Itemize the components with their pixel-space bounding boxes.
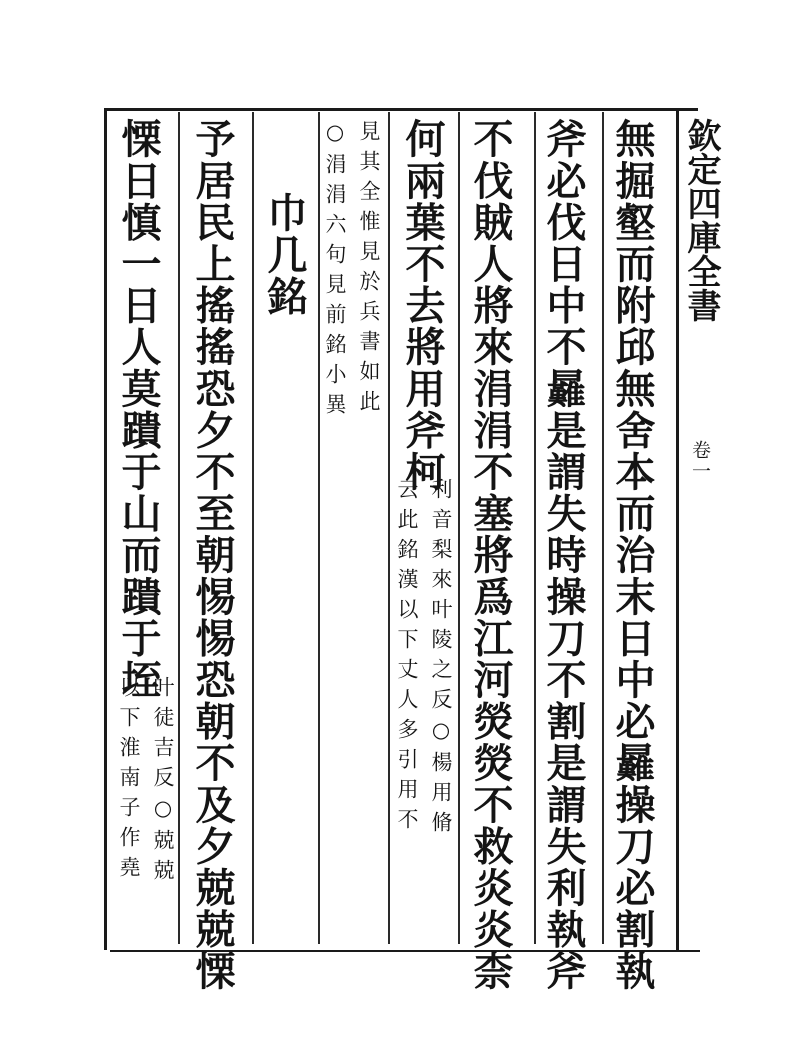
frame-left-rule <box>104 108 107 950</box>
column-divider <box>458 112 460 944</box>
margin-title: 欽定四庫全書 <box>681 118 721 322</box>
margin-volume: 卷一 <box>689 440 711 482</box>
annotation-column-8a: 叶徒吉反○兢兢 <box>151 676 175 889</box>
text-column-4: 何兩葉不去將用斧柯 <box>399 118 446 493</box>
column-divider <box>602 112 604 944</box>
column-divider <box>252 112 254 944</box>
inscription-title: 巾几銘 <box>261 192 308 317</box>
column-divider <box>318 112 320 944</box>
text-column-1: 無掘壑而附邱無舍本而治末日中必㬮操刀必割執 <box>609 118 656 992</box>
column-divider <box>178 112 180 944</box>
frame-top-rule <box>104 108 698 111</box>
annotation-column-5a: 見其全惟見於兵書如此 <box>357 120 381 420</box>
column-divider <box>534 112 536 944</box>
annotation-column-8b: 以下淮南子作堯 <box>117 676 141 886</box>
text-column-2: 斧必伐日中不㬮是謂失時操刀不割是謂失利執斧 <box>540 118 587 992</box>
annotation-column-4a: 利音梨來叶陵之反○楊用脩 <box>429 478 453 841</box>
column-divider <box>388 112 390 944</box>
annotation-column-5b: ○涓涓六句見前銘小異 <box>323 120 347 423</box>
frame-right-rule <box>676 108 679 950</box>
text-column-7: 予居民上搖搖恐夕不至朝惕惕恐朝不及夕兢兢慄 <box>189 118 236 992</box>
annotation-column-4b: 云此銘漢以下丈人多引用不 <box>395 478 419 838</box>
text-column-8: 慄日慎一日人莫蹪于山而蹪于垤 <box>115 118 162 701</box>
text-column-3: 不伐賊人將來涓涓不塞將爲江河熒熒不救炎炎柰 <box>467 118 514 992</box>
